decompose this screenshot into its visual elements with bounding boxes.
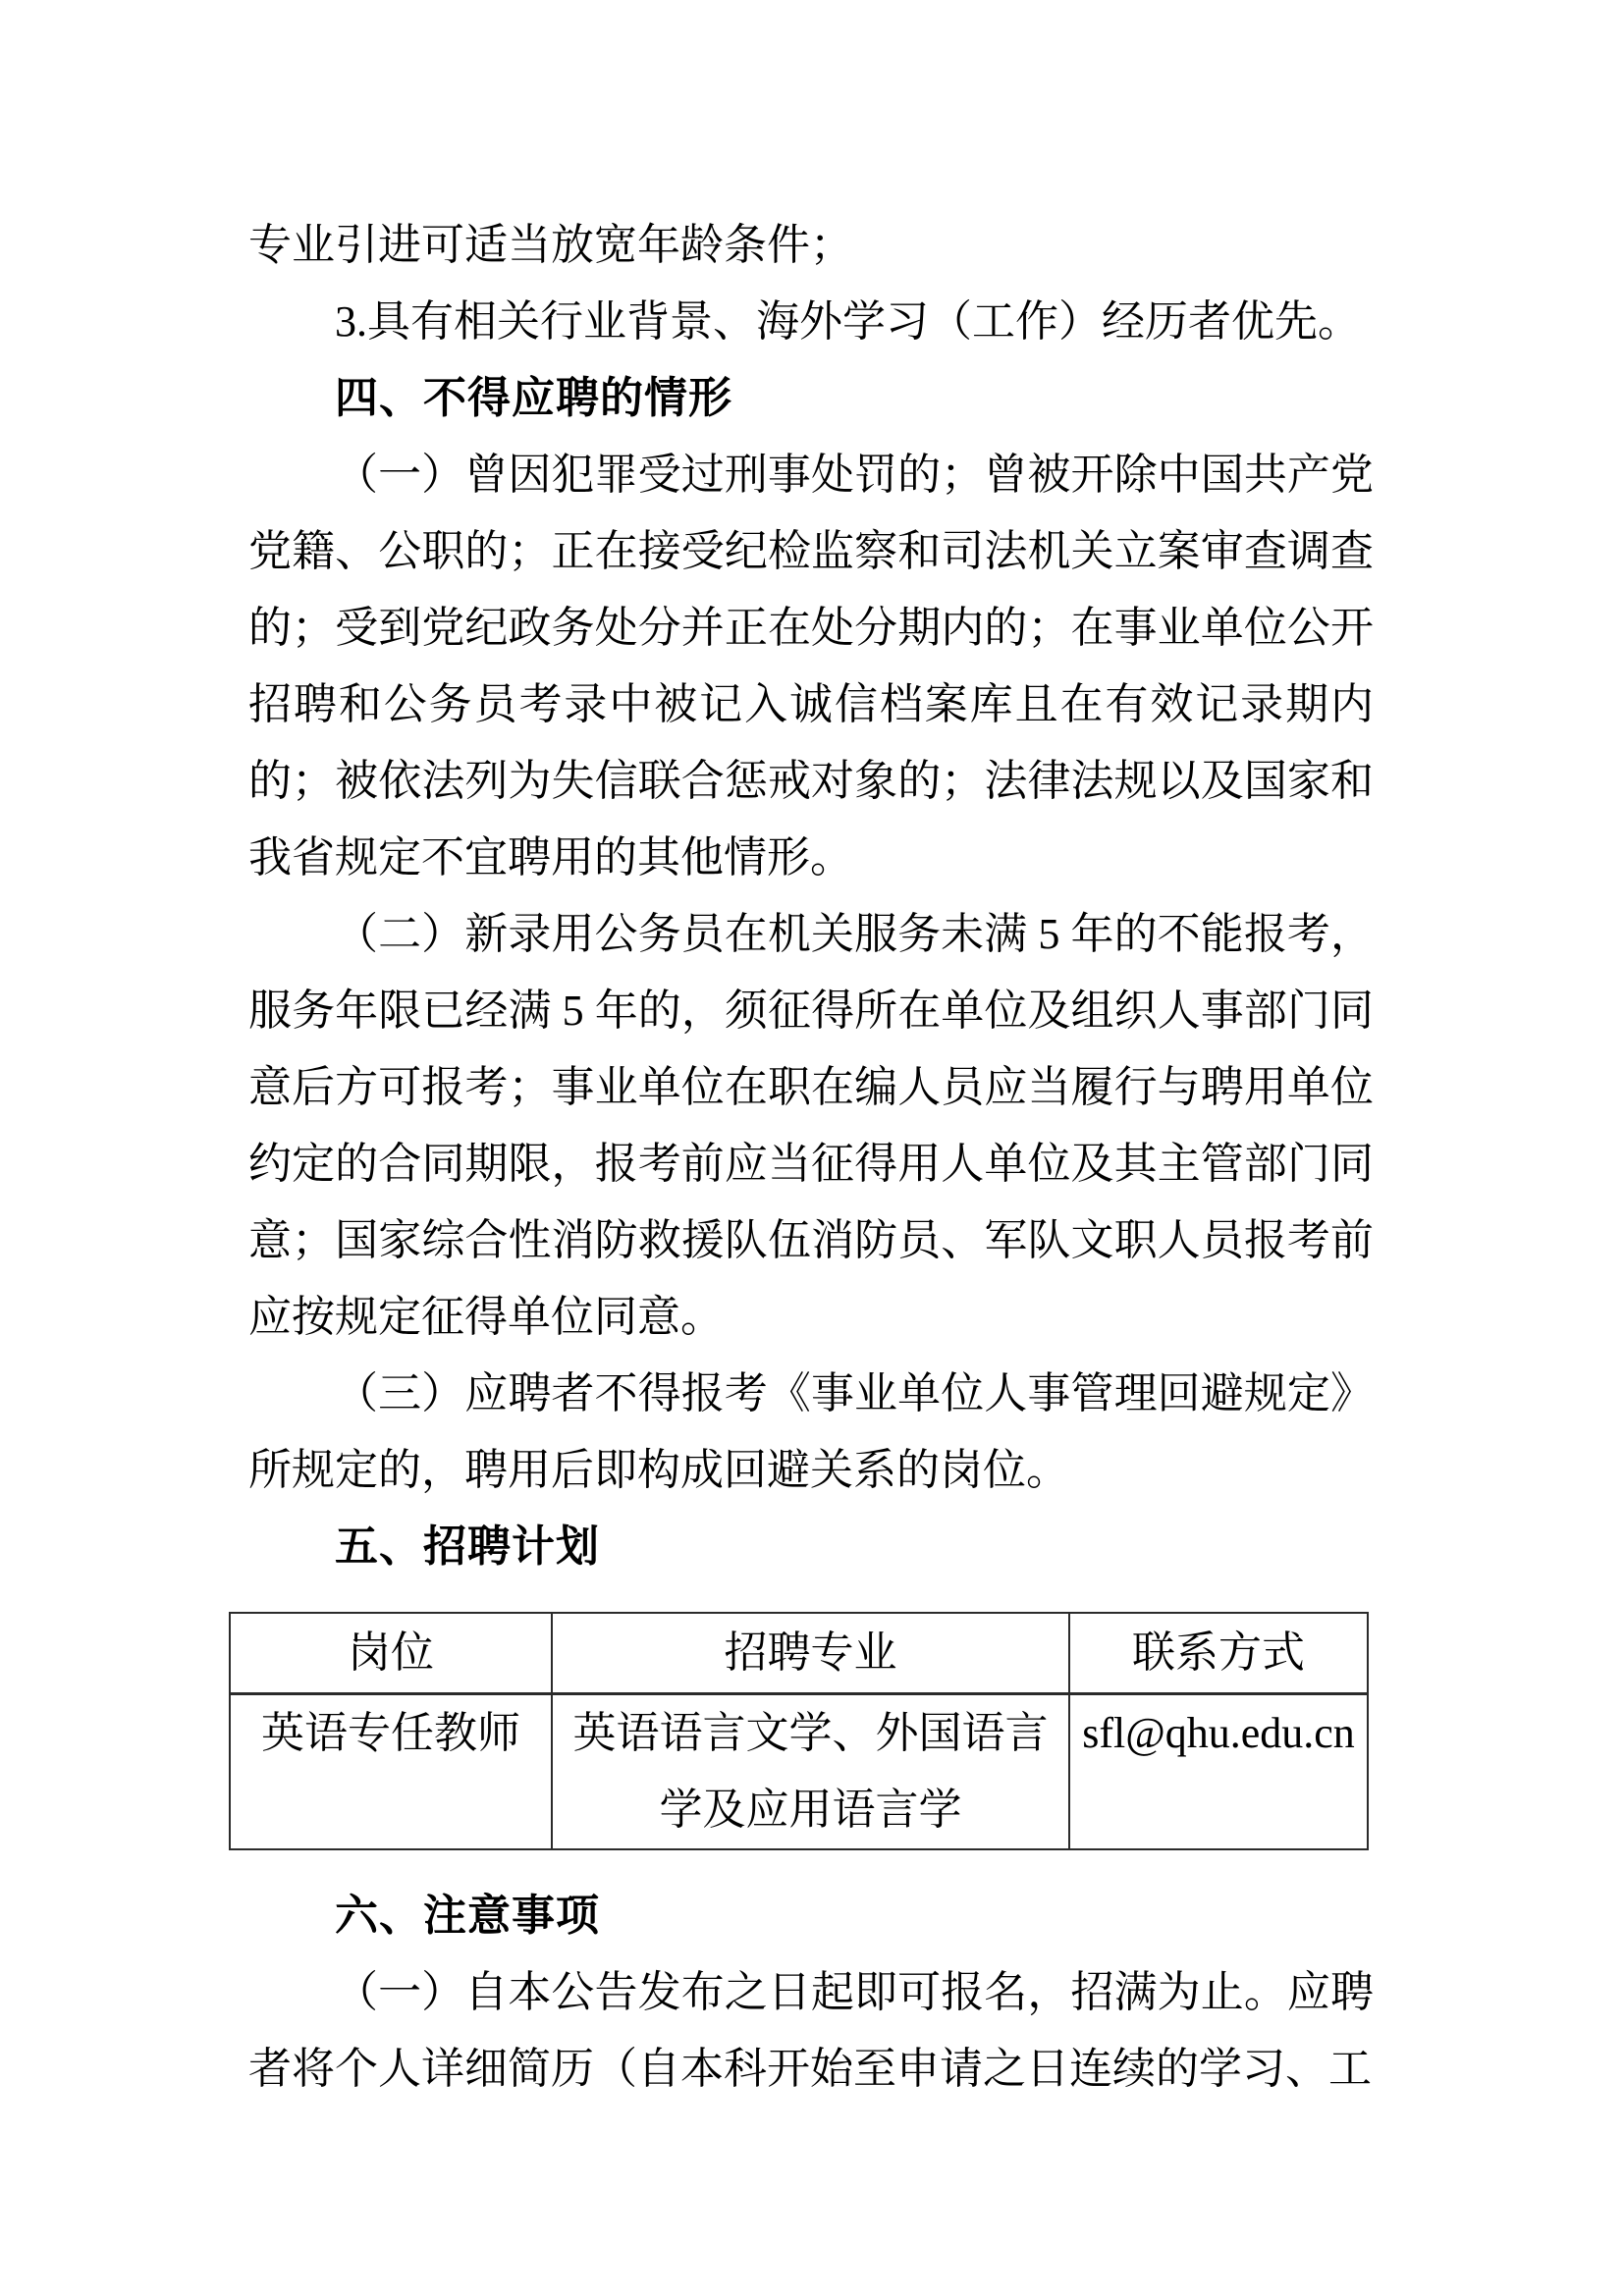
section-heading-4: 四、不得应聘的情形: [335, 374, 732, 422]
recruitment-plan-table: [229, 1612, 1369, 1850]
section-heading-6: 六、注意事项: [335, 1891, 600, 1940]
paragraph-clause-3: （三）应聘者不得报考《事业单位人事管理回避规定》所规定的，聘用后即构成回避关系的岗位。: [248, 1369, 1374, 1494]
paragraph-clause-2: （二）新录用公务员在机关服务未满 5 年的不能报考，服务年限已经满 5 年的，须征得所在单位及组织人事部门同意后方可报考；事业单位在职在编人员应当履行与聘用单位约定的合同期限，报考前应当征得用人单位及其主管部门同意；国家综合性消防救援队伍消防员、军队文职人员报考前应按规定征得单位同意。: [248, 910, 1374, 1341]
paragraph-clause-1: （一）曾因犯罪受过刑事处罚的；曾被开除中国共产党党籍、公职的；正在接受纪检监察和司法机关立案审查调查的；受到党纪政务处分并正在处分期内的；在事业单位公开招聘和公务员考录中被记入诚信档案库且在有效记录期内的；被依法列为失信联合惩戒对象的；法律法规以及国家和我省规定不宜聘用的其他情形。: [248, 451, 1374, 881]
table-row: [230, 1693, 1368, 1849]
table-cell-position: 英语专任教师: [230, 1693, 552, 1849]
table-header-position: 岗位: [230, 1613, 552, 1693]
paragraph-continuation: 专业引进可适当放宽年龄条件；: [248, 221, 853, 269]
paragraph-notice-1: （一）自本公告发布之日起即可报名，招满为止。应聘者将个人详细简历（自本科开始至申请之日连续的学习、工: [248, 1967, 1374, 2093]
paragraph-item-3: 3.具有相关行业背景、海外学习（工作）经历者优先。: [335, 297, 1361, 346]
table-cell-major: 英语语言文学、外国语言学及应用语言学: [552, 1693, 1069, 1849]
table-cell-contact-email: sfl@qhu.edu.cn: [1069, 1693, 1368, 1849]
section-heading-5: 五、招聘计划: [335, 1522, 600, 1571]
table-header-major: 招聘专业: [552, 1613, 1069, 1693]
table-header-contact: 联系方式: [1069, 1613, 1368, 1693]
document-body: [248, 207, 1374, 2108]
table-header-row: [230, 1613, 1368, 1693]
